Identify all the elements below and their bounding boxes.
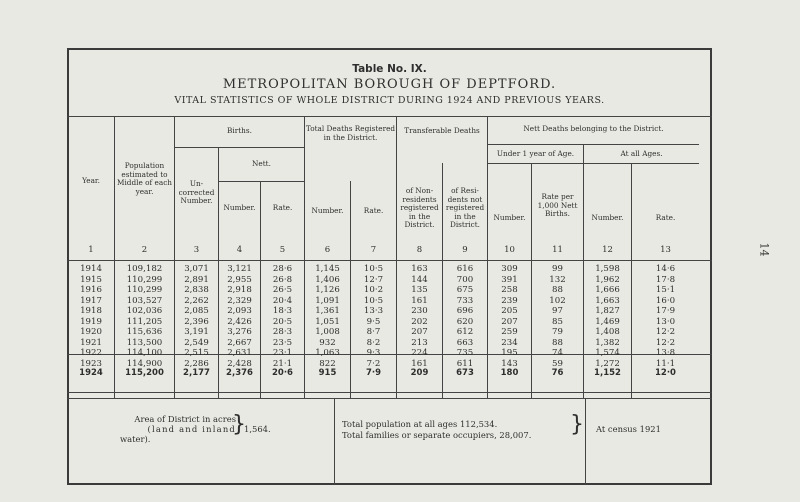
census-note: At census 1921 xyxy=(596,424,661,434)
rule-footer-top xyxy=(67,398,712,399)
cell-infant-deaths: 195 xyxy=(501,348,518,358)
cell-birth-rate: 20·4 xyxy=(272,295,293,306)
cell-residents: 733 xyxy=(456,295,474,306)
cell-population: 115,636 xyxy=(126,327,163,337)
cell-nett-births: 3,276 xyxy=(227,327,252,337)
page-number: 14 xyxy=(757,242,771,257)
cell-all-rate: 16·0 xyxy=(655,295,676,306)
column-number: 12 xyxy=(602,245,613,255)
cell-birth-rate: 28·3 xyxy=(272,327,293,337)
cell-all-deaths: 1,663 xyxy=(595,295,620,306)
borough-title: METROPOLITAN BOROUGH OF DEPTFORD. xyxy=(222,77,557,92)
cell-death-rate: 8·2 xyxy=(366,337,381,348)
header-year: Year. xyxy=(82,176,100,185)
table-number: Table No. IX. xyxy=(352,63,427,75)
cell-residents: 696 xyxy=(456,306,474,316)
cell-population: 111,205 xyxy=(126,316,163,327)
cell-birth-rate: 28·6 xyxy=(272,264,293,274)
brace-right: } xyxy=(570,412,584,437)
cell-all-deaths: 1,152 xyxy=(594,368,621,378)
area-label-line: water). xyxy=(120,434,151,444)
cell-residents: 612 xyxy=(456,327,474,337)
cell-population: 114,900 xyxy=(126,358,163,369)
cell-death-rate: 10·2 xyxy=(363,285,384,295)
cell-nett-births: 3,121 xyxy=(227,264,252,274)
header-population: Population estimated to Middle of each year. xyxy=(117,161,172,196)
cell-all-deaths: 1,827 xyxy=(595,306,620,316)
column-number: 10 xyxy=(504,245,515,255)
column-number: 8 xyxy=(416,245,423,255)
cell-nett-births: 2,667 xyxy=(227,337,252,348)
cell-all-deaths: 1,666 xyxy=(595,285,620,295)
cell-residents: 673 xyxy=(456,368,474,378)
cell-all-rate: 15·1 xyxy=(655,285,676,295)
cell-birth-rate: 23·5 xyxy=(272,337,293,348)
cell-total-deaths: 915 xyxy=(318,368,337,378)
cell-nett-births: 2,426 xyxy=(227,316,252,327)
cell-uncorrected-births: 2,396 xyxy=(184,316,209,327)
cell-year: 1918 xyxy=(80,306,102,316)
cell-residents: 735 xyxy=(456,348,474,358)
cell-uncorrected-births: 2,838 xyxy=(184,285,209,295)
cell-residents: 700 xyxy=(456,274,474,285)
cell-all-rate: 17·9 xyxy=(655,306,676,316)
cell-non-residents: 230 xyxy=(411,306,428,316)
column-number: 11 xyxy=(552,245,563,255)
cell-death-rate: 10·5 xyxy=(363,264,384,274)
cell-population: 114,100 xyxy=(126,348,163,358)
column-number: 4 xyxy=(236,245,243,255)
cell-uncorrected-births: 3,191 xyxy=(184,327,209,337)
cell-uncorrected-births: 2,515 xyxy=(184,348,209,358)
cell-year: 1916 xyxy=(80,285,102,295)
families-line: Total families or separate occupiers, 28,007. xyxy=(342,430,532,440)
header-uncorrected: Un- corrected Number. xyxy=(178,179,215,206)
header-transferable: Transferable Deaths xyxy=(404,126,480,135)
header-rate-per-1000: Rate per 1,000 Nett Births. xyxy=(537,192,578,219)
header-under-one: Under 1 year of Age. xyxy=(496,149,575,158)
rule-nett-deaths-sub xyxy=(487,144,699,145)
cell-all-deaths: 1,408 xyxy=(595,327,620,337)
header-non-residents: of Non- residents registered in the District. xyxy=(400,186,439,230)
cell-total-deaths: 1,406 xyxy=(315,274,340,285)
header-all-ages: At all Ages. xyxy=(620,149,663,158)
cell-all-deaths: 1,382 xyxy=(595,337,620,348)
cell-death-rate: 7·2 xyxy=(366,358,381,369)
area-value: 1,564. xyxy=(244,424,271,434)
cell-nett-births: 2,631 xyxy=(227,348,252,358)
cell-total-deaths: 1,051 xyxy=(315,316,340,327)
cell-nett-births: 2,329 xyxy=(227,295,252,306)
cell-nett-births: 2,376 xyxy=(226,368,253,378)
cell-year: 1915 xyxy=(80,274,102,285)
rule-after-1924 xyxy=(67,392,712,393)
cell-uncorrected-births: 2,262 xyxy=(184,295,209,306)
cell-all-rate: 12·2 xyxy=(655,327,676,337)
header-nett-rate: Rate. xyxy=(272,203,293,212)
cell-infant-deaths: 259 xyxy=(501,327,518,337)
cell-infant-rate: 79 xyxy=(552,327,563,337)
cell-all-deaths: 1,962 xyxy=(595,274,620,285)
cell-infant-rate: 76 xyxy=(551,368,564,378)
cell-non-residents: 224 xyxy=(411,348,428,358)
cell-all-rate: 13·8 xyxy=(655,348,676,358)
cell-infant-deaths: 309 xyxy=(501,264,518,274)
cell-uncorrected-births: 2,286 xyxy=(184,358,209,369)
header-births: Births. xyxy=(227,126,252,135)
cell-non-residents: 213 xyxy=(411,337,428,348)
header-nett-number: Number. xyxy=(223,203,256,212)
cell-death-rate: 12·7 xyxy=(363,274,384,285)
cell-uncorrected-births: 2,085 xyxy=(184,306,209,316)
cell-birth-rate: 26·8 xyxy=(272,274,293,285)
cell-residents: 675 xyxy=(456,285,474,295)
cell-infant-rate: 132 xyxy=(549,274,566,285)
col-divider xyxy=(334,398,335,485)
cell-infant-deaths: 258 xyxy=(501,285,518,295)
cell-non-residents: 161 xyxy=(411,358,428,369)
cell-population: 109,182 xyxy=(126,264,163,274)
header-nett-deaths: Nett Deaths belonging to the District. xyxy=(523,124,664,133)
header-all-ages-rate: Rate. xyxy=(655,213,676,222)
cell-death-rate: 13·3 xyxy=(363,306,384,316)
cell-death-rate: 10·5 xyxy=(363,295,384,306)
cell-uncorrected-births: 2,177 xyxy=(183,368,210,378)
cell-residents: 616 xyxy=(456,264,474,274)
cell-total-deaths: 1,126 xyxy=(315,285,340,295)
cell-birth-rate: 18·3 xyxy=(272,306,293,316)
rule-births-sub xyxy=(174,147,304,148)
cell-total-deaths: 1,091 xyxy=(315,295,340,306)
cell-year: 1917 xyxy=(80,295,102,306)
cell-all-deaths: 1,574 xyxy=(595,348,620,358)
cell-uncorrected-births: 2,549 xyxy=(184,337,209,348)
cell-total-deaths: 1,361 xyxy=(315,306,340,316)
cell-infant-rate: 88 xyxy=(552,285,563,295)
cell-non-residents: 144 xyxy=(411,274,428,285)
cell-year: 1914 xyxy=(80,264,102,274)
column-number: 13 xyxy=(660,245,671,255)
header-residents: of Resi- dents not registered in the District. xyxy=(445,186,485,230)
column-number: 5 xyxy=(279,245,286,255)
cell-all-rate: 11·1 xyxy=(655,358,676,369)
cell-non-residents: 209 xyxy=(410,368,429,378)
header-all-ages-number: Number. xyxy=(591,213,624,222)
cell-year: 1921 xyxy=(80,337,102,348)
cell-non-residents: 161 xyxy=(411,295,428,306)
cell-population: 113,500 xyxy=(126,337,163,348)
cell-all-rate: 13·0 xyxy=(655,316,676,327)
cell-death-rate: 9·5 xyxy=(366,316,381,327)
cell-all-rate: 14·6 xyxy=(655,264,676,274)
area-label xyxy=(106,414,236,444)
column-number: 2 xyxy=(141,245,148,255)
cell-infant-deaths: 205 xyxy=(501,306,518,316)
cell-residents: 620 xyxy=(456,316,474,327)
header-under-one-number: Number. xyxy=(493,213,526,222)
cell-death-rate: 7·9 xyxy=(365,368,382,378)
cell-infant-deaths: 143 xyxy=(501,358,518,369)
header-deaths-rate: Rate. xyxy=(363,206,384,215)
cell-infant-deaths: 391 xyxy=(501,274,518,285)
cell-population: 110,299 xyxy=(126,285,163,295)
header-deaths-number: Number. xyxy=(311,206,344,215)
cell-year: 1923 xyxy=(80,358,102,369)
cell-death-rate: 9·3 xyxy=(366,348,381,358)
cell-infant-rate: 99 xyxy=(552,264,563,274)
cell-all-rate: 12·0 xyxy=(655,368,676,378)
cell-birth-rate: 20·6 xyxy=(272,368,293,378)
cell-all-rate: 17·8 xyxy=(655,274,676,285)
cell-total-deaths: 932 xyxy=(319,337,336,348)
cell-population: 103,527 xyxy=(126,295,163,306)
cell-nett-births: 2,918 xyxy=(227,285,252,295)
cell-nett-births: 2,093 xyxy=(227,306,252,316)
cell-infant-rate: 59 xyxy=(552,358,563,369)
cell-all-rate: 12·2 xyxy=(655,337,676,348)
cell-population: 115,200 xyxy=(125,368,164,378)
cell-infant-rate: 85 xyxy=(552,316,563,327)
cell-population: 110,299 xyxy=(126,274,163,285)
col-divider xyxy=(585,398,586,485)
area-label-line: Area of District in acres xyxy=(134,414,236,424)
cell-residents: 663 xyxy=(456,337,474,348)
cell-nett-births: 2,955 xyxy=(227,274,252,285)
cell-year: 1919 xyxy=(80,316,102,327)
cell-nett-births: 2,428 xyxy=(227,358,252,369)
column-number: 9 xyxy=(462,245,468,255)
cell-uncorrected-births: 3,071 xyxy=(184,264,209,274)
column-number: 7 xyxy=(370,245,377,255)
column-number: 3 xyxy=(193,245,200,255)
cell-total-deaths: 1,008 xyxy=(315,327,340,337)
cell-birth-rate: 23·1 xyxy=(272,348,293,358)
cell-all-deaths: 1,272 xyxy=(595,358,620,369)
cell-year: 1922 xyxy=(80,348,102,358)
cell-infant-rate: 102 xyxy=(549,295,566,306)
cell-total-deaths: 1,063 xyxy=(315,348,340,358)
cell-residents: 611 xyxy=(456,358,474,369)
cell-infant-deaths: 239 xyxy=(501,295,518,306)
header-total-deaths: Total Deaths Registered in the District. xyxy=(305,124,396,142)
cell-infant-rate: 88 xyxy=(552,337,563,348)
cell-total-deaths: 822 xyxy=(319,358,336,369)
cell-infant-rate: 74 xyxy=(552,348,563,358)
cell-total-deaths: 1,145 xyxy=(315,264,340,274)
cell-death-rate: 8·7 xyxy=(366,327,381,337)
header-nett: Nett. xyxy=(252,159,271,168)
table-subtitle: VITAL STATISTICS OF WHOLE DISTRICT DURING 1924 AND PREVIOUS YEARS. xyxy=(174,95,605,106)
cell-uncorrected-births: 2,891 xyxy=(184,274,209,285)
cell-year: 1920 xyxy=(80,327,102,337)
cell-infant-deaths: 207 xyxy=(501,316,518,327)
cell-infant-rate: 97 xyxy=(552,306,563,316)
cell-year: 1924 xyxy=(79,368,103,378)
cell-population: 102,036 xyxy=(126,306,163,316)
cell-infant-deaths: 234 xyxy=(501,337,518,348)
population-line: Total population at all ages 112,534. xyxy=(342,419,498,429)
cell-birth-rate: 20·5 xyxy=(272,316,293,327)
cell-non-residents: 202 xyxy=(411,316,428,327)
rule-nett-sub xyxy=(218,181,304,182)
cell-non-residents: 135 xyxy=(411,285,428,295)
cell-birth-rate: 26·5 xyxy=(272,285,293,295)
cell-infant-deaths: 180 xyxy=(500,368,519,378)
rule-header-bottom xyxy=(67,260,712,261)
rule-age-sub xyxy=(487,163,699,164)
cell-non-residents: 207 xyxy=(411,327,428,337)
column-number: 1 xyxy=(88,245,94,255)
brace-right: } xyxy=(232,412,246,437)
rule-header-top xyxy=(67,116,712,117)
area-label-line: (land and inland xyxy=(147,424,236,434)
cell-all-deaths: 1,598 xyxy=(595,264,620,274)
cell-non-residents: 163 xyxy=(411,264,428,274)
cell-all-deaths: 1,469 xyxy=(595,316,620,327)
column-number: 6 xyxy=(324,245,331,255)
cell-birth-rate: 21·1 xyxy=(272,358,293,369)
